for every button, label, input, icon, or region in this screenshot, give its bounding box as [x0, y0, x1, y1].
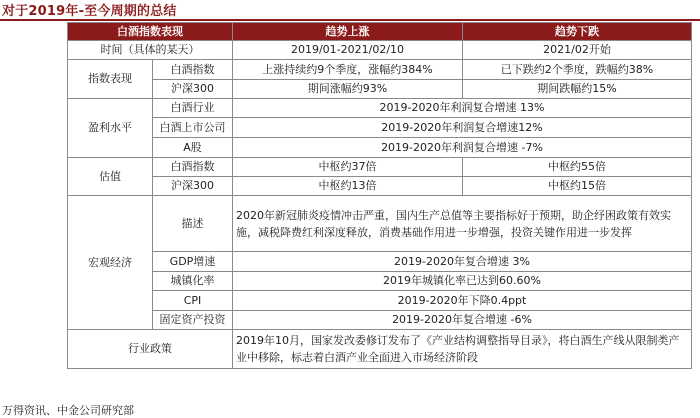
table-row — [68, 330, 692, 369]
index-baijiu-up: 上涨持续约9个季度，涨幅约384% — [233, 60, 463, 80]
table-row — [68, 99, 692, 118]
macro-fai-value: 2019-2020年复合增速 -6% — [233, 311, 692, 330]
index-hs300-label: 沪深300 — [153, 80, 233, 99]
index-baijiu-down: 已下跌约2个季度，跌幅约38% — [463, 60, 692, 80]
macro-desc-value: 2020年新冠肺炎疫情冲击严重，国内生产总值等主要指标好于预期，助企纾困政策有效实施，减税降费红利深度释放，消费基础作用进一步增强，投资关键作用进一步发挥 — [233, 196, 692, 252]
page-title: 对于2019年-至今周期的总结 — [2, 4, 177, 19]
valuation-hs300-up: 中枢约13倍 — [233, 177, 463, 196]
group-index: 指数表现 — [68, 60, 153, 99]
table-header-row — [68, 23, 692, 41]
title-divider — [0, 19, 700, 21]
time-label: 时间（具体的某天） — [68, 41, 233, 60]
table-row — [68, 196, 692, 252]
valuation-hs300-label: 沪深300 — [153, 177, 233, 196]
profit-listed-value: 2019-2020年利润复合增速12% — [233, 118, 692, 138]
profit-listed-label: 白酒上市公司 — [153, 118, 233, 138]
header-trend-up: 趋势上涨 — [233, 23, 463, 41]
table-row — [68, 177, 692, 196]
policy-value: 2019年10月，国家发改委修订发布了《产业结构调整指导目录》，将白酒生产线从限制类产业中移除，标志着白酒产业全面进入市场经济阶段 — [233, 330, 692, 369]
table-row — [68, 41, 692, 60]
table-row — [68, 272, 692, 291]
macro-cpi-value: 2019-2020年下降0.4ppt — [233, 291, 692, 311]
index-baijiu-label: 白酒指数 — [153, 60, 233, 80]
index-hs300-down: 期间跌幅约15% — [463, 80, 692, 99]
valuation-baijiu-down: 中枢约55倍 — [463, 158, 692, 177]
profit-ashare-label: A股 — [153, 138, 233, 158]
time-up: 2019/01-2021/02/10 — [233, 41, 463, 60]
table-row — [68, 138, 692, 158]
table-row — [68, 118, 692, 138]
source-note: 万得资讯、中金公司研究部 — [2, 404, 134, 417]
group-profit: 盈利水平 — [68, 99, 153, 158]
profit-industry-label: 白酒行业 — [153, 99, 233, 118]
table-row — [68, 291, 692, 311]
macro-desc-label: 描述 — [153, 196, 233, 252]
valuation-baijiu-label: 白酒指数 — [153, 158, 233, 177]
group-valuation: 估值 — [68, 158, 153, 196]
index-hs300-up: 期间涨幅约93% — [233, 80, 463, 99]
macro-gdp-label: GDP增速 — [153, 252, 233, 272]
table-row — [68, 80, 692, 99]
valuation-hs300-down: 中枢约15倍 — [463, 177, 692, 196]
profit-industry-value: 2019-2020年利润复合增速 13% — [233, 99, 692, 118]
table-row — [68, 158, 692, 177]
profit-ashare-value: 2019-2020年利润复合增速 -7% — [233, 138, 692, 158]
header-index-performance: 白酒指数表现 — [68, 23, 233, 41]
summary-table — [67, 22, 692, 369]
macro-urban-value: 2019年城镇化率已达到60.60% — [233, 272, 692, 291]
table-row — [68, 252, 692, 272]
macro-cpi-label: CPI — [153, 291, 233, 311]
group-macro: 宏观经济 — [68, 196, 153, 330]
header-trend-down: 趋势下跌 — [463, 23, 692, 41]
valuation-baijiu-up: 中枢约37倍 — [233, 158, 463, 177]
table-row — [68, 311, 692, 330]
macro-fai-label: 固定资产投资 — [153, 311, 233, 330]
time-down: 2021/02开始 — [463, 41, 692, 60]
policy-label: 行业政策 — [68, 330, 233, 369]
table-row — [68, 60, 692, 80]
macro-urban-label: 城镇化率 — [153, 272, 233, 291]
macro-gdp-value: 2019-2020年复合增速 3% — [233, 252, 692, 272]
